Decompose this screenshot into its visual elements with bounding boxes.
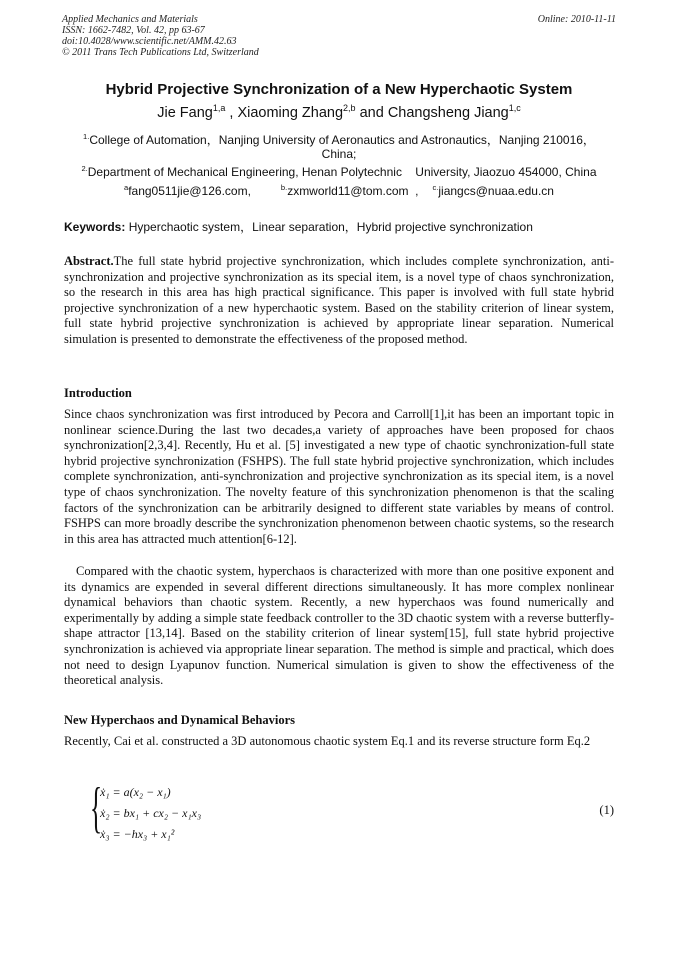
affiliation-2 (62, 162, 616, 179)
affiliation-text: Department of Mechanical Engineering, Henan Polytechnic University, Jiaozuo 454000, China (87, 165, 597, 179)
section2-paragraph-1: Recently, Cai et al. constructed a 3D autonomous chaotic system Eq.1 and its reverse structure form Eq.2 (64, 734, 591, 748)
equation-row: ẋ₂ = bx₁ + cx₂ − x₁x₃ (100, 806, 202, 820)
equation-brace: { (90, 777, 103, 839)
doi-line: doi:10.4028/www.scientific.net/AMM.42.63 (62, 36, 237, 47)
email-line (62, 183, 616, 198)
equation-row: ẋ₁ = a(x₂ − x₁) (100, 785, 171, 799)
author-name: Changsheng Jiang (387, 104, 509, 121)
email-address: jiangcs@nuaa.edu.cn (438, 184, 554, 198)
intro-paragraph-2: Compared with the chaotic system, hyperchaos is characterized with more than one positive exponent and its dynamics are expended in several different directions simultaneously. It has more complex nonlinear dynamical behaviors than chaotic system. Recently, a new hyperchaos was found numerically and experimentally by adding a simple state feedback controller to the 3D chaotic system with a reverse butterfly-shape attractor [13,14]. Based on the stability criterion of linear system[15], full state hybrid projective synchronization is achieved via appropriate linear separation. The method is simple and practical, which does not need to design Lyapunov function. Numerical simulation is given to show the effectiveness of the theoretical analysis. (64, 564, 614, 688)
keywords-label: Keywords: (64, 220, 126, 234)
author-superscript: 1,a (212, 103, 226, 113)
email-address: fang0511jie@126.com, (128, 184, 251, 198)
equation-1 (90, 777, 614, 843)
paper-title: Hybrid Projective Synchronization of a New Hyperchaotic System (105, 81, 573, 98)
author-list (0, 103, 678, 121)
affiliation-1 (62, 130, 616, 161)
author-separator: and (355, 104, 388, 121)
abstract-label: Abstract. (64, 254, 114, 268)
author-name: Jie Fang (157, 104, 213, 121)
email-marker: a (124, 183, 129, 192)
abstract-paragraph (64, 254, 614, 348)
intro-paragraph-1: Since chaos synchronization was first introduced by Pecora and Carroll[1],it has been an important topic in nonlinear science.During the last two decades,a variety of approaches have been proposed for chaos synchronization[2,3,4]. Recently, Hu et al. [5] investigated a new type of chaotic synchronization-full state hybrid projective synchronization (FSHPS). The full state hybrid projective synchronization, which includes complete synchronization, anti-synchronization and projective synchronization as its special item, is a novel type of chaos synchronization. The novelty feature of this synchronization phenomenon is that the scaling factors of the synchronization can be arbitrarily designed to different state variables by means of control. FSHPS can more broadly describe the synchronization phenomenon between chaotic systems, so the research in this area has attracted much attention[6-12]. (64, 407, 614, 546)
journal-header (62, 14, 616, 58)
author-name: Xiaoming Zhang (237, 104, 344, 121)
keywords-text: Hyperchaotic system，Linear separation，Hybrid projective synchronization (125, 220, 533, 234)
online-date: Online: 2010-11-11 (537, 14, 616, 25)
equation-row: ẋ₃ = −hx₃ + x₁² (100, 827, 175, 841)
copyright-line: © 2011 Trans Tech Publications Ltd, Switzerland (62, 47, 259, 58)
keywords-line (64, 218, 533, 235)
section-heading-hyperchaos: New Hyperchaos and Dynamical Behaviors (64, 713, 296, 727)
affiliation-marker: 2. (81, 164, 88, 173)
affiliation-marker: 1. (83, 132, 90, 141)
journal-name: Applied Mechanics and Materials (62, 14, 198, 25)
issn-line: ISSN: 1662-7482, Vol. 42, pp 63-67 (62, 25, 205, 36)
author-separator: , (225, 104, 238, 121)
email-marker: c. (432, 183, 439, 192)
email-address: zxmworld11@tom.com , (287, 184, 419, 198)
affiliation-text: College of Automation，Nanjing University of Aeronautics and Astronautics，Nanjing 210016， (89, 133, 595, 147)
section-heading-introduction: Introduction (64, 386, 132, 400)
email-marker: b. (280, 183, 288, 192)
author-superscript: 1,c (508, 103, 521, 113)
affiliation-text: China; (321, 147, 357, 161)
author-superscript: 2,b (343, 103, 356, 113)
equation-number: (1) (599, 803, 614, 817)
abstract-text: The full state hybrid projective synchronization, which includes complete synchronization, anti-synchronization and projective synchronization as its special item, is a novel type of chaos synchronization, so the research in this area has high practical significance. This paper is involved with full state hybrid projective synchronization of a new hyperchaotic system. Based on the stability criterion of linear system, full state hybrid projective synchronization is achieved by appropriate linear separation. Numerical simulation is presented to demonstrate the effectiveness of the proposed method. (64, 254, 614, 346)
